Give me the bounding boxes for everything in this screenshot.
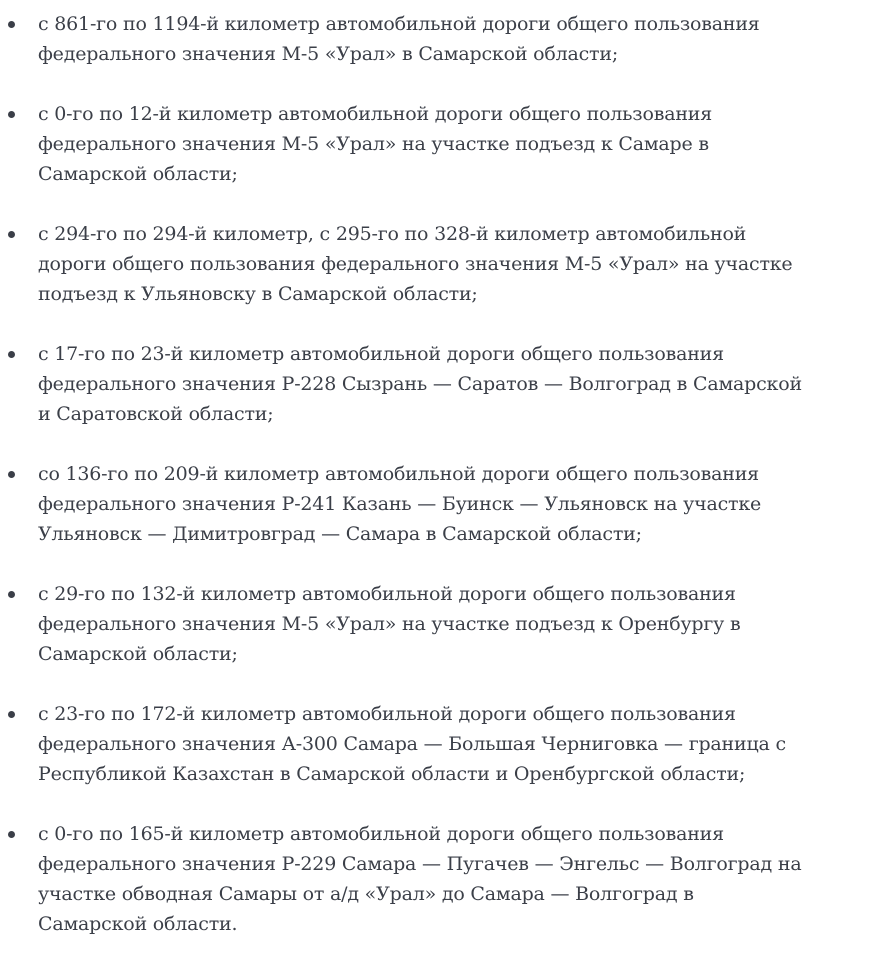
list-item-line: участке обводная Самары от а/д «Урал» до Самара — Волгоград в xyxy=(38,883,694,905)
list-item-line: дороги общего пользования федерального значения М-5 «Урал» на участке xyxy=(38,253,793,275)
list-item-line: федерального значения А-300 Самара — Большая Черниговка — граница с xyxy=(38,733,786,755)
list-item-line: федерального значения Р-228 Сызрань — Саратов — Волгоград в Самарской xyxy=(38,373,802,395)
list-item-line: и Саратовской области; xyxy=(38,403,274,425)
list-item-line: с 0-го по 12-й километр автомобильной дороги общего пользования xyxy=(38,103,713,125)
list-item-line: с 29-го по 132-й километр автомобильной дороги общего пользования xyxy=(38,583,736,605)
list-item-line: Самарской области. xyxy=(38,913,238,935)
list-item-line: Ульяновск — Димитровград — Самара в Самарской области; xyxy=(38,523,642,545)
list-item xyxy=(0,9,873,69)
list-item-line: федерального значения Р-241 Казань — Буинск — Ульяновск на участке xyxy=(38,493,762,515)
list-item-line: с 17-го по 23-й километр автомобильной дороги общего пользования xyxy=(38,343,724,365)
road-sections-list xyxy=(0,9,873,969)
list-item-line: с 23-го по 172-й километр автомобильной дороги общего пользования xyxy=(38,703,736,725)
list-item xyxy=(0,699,873,789)
list-item-line: федерального значения М-5 «Урал» на участке подъезд к Самаре в xyxy=(38,133,709,155)
list-item-line: подъезд к Ульяновску в Самарской области; xyxy=(38,283,478,305)
list-item xyxy=(0,339,873,429)
list-item xyxy=(0,459,873,549)
list-item-line: со 136-го по 209-й километр автомобильной дороги общего пользования xyxy=(38,463,759,485)
bullet-icon xyxy=(8,471,15,478)
list-item-line: Самарской области; xyxy=(38,163,238,185)
list-item xyxy=(0,219,873,309)
bullet-icon xyxy=(8,591,15,598)
list-item xyxy=(0,819,873,939)
list-item-line: федерального значения М-5 «Урал» на участке подъезд к Оренбургу в xyxy=(38,613,741,635)
list-item-line: с 0-го по 165-й километр автомобильной дороги общего пользования xyxy=(38,823,724,845)
list-item-line: федерального значения М-5 «Урал» в Самарской области; xyxy=(38,43,619,65)
list-item xyxy=(0,99,873,189)
list-item xyxy=(0,579,873,669)
list-item-line: федерального значения Р-229 Самара — Пугачев — Энгельс — Волгоград на xyxy=(38,853,802,875)
list-item-line: Самарской области; xyxy=(38,643,238,665)
bullet-icon xyxy=(8,111,15,118)
list-item-line: Республикой Казахстан в Самарской области и Оренбургской области; xyxy=(38,763,746,785)
list-item-line: с 294-го по 294-й километр, с 295-го по 328-й километр автомобильной xyxy=(38,223,747,245)
bullet-icon xyxy=(8,231,15,238)
bullet-icon xyxy=(8,21,15,28)
bullet-icon xyxy=(8,711,15,718)
bullet-icon xyxy=(8,831,15,838)
bullet-icon xyxy=(8,351,15,358)
list-item-line: с 861-го по 1194-й километр автомобильной дороги общего пользования xyxy=(38,13,760,35)
